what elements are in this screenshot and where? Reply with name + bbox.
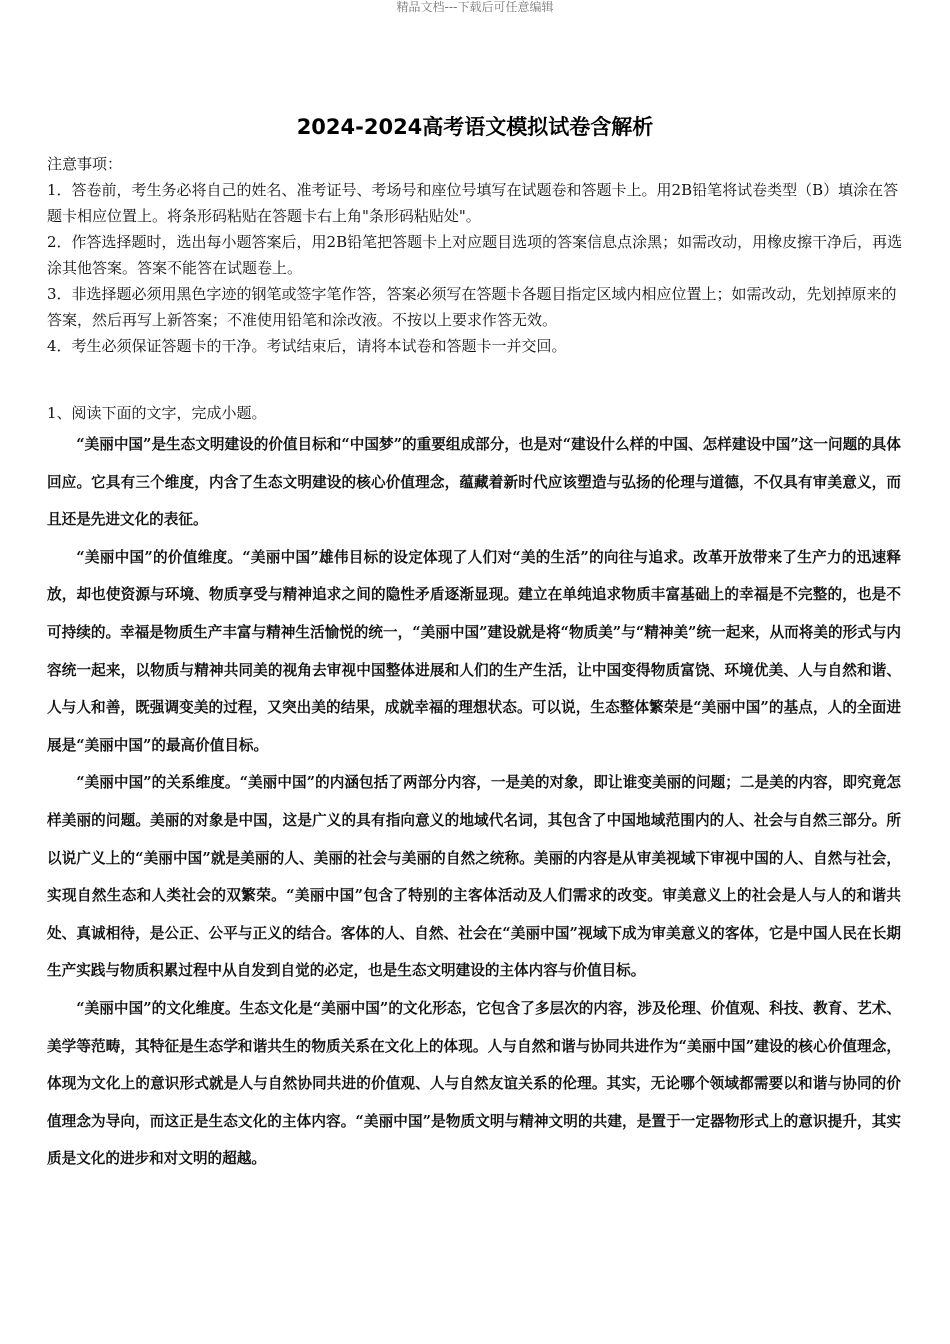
passage-paragraph-3: “美丽中国”的关系维度。“美丽中国”的内涵包括了两部分内容，一是美的对象，即让谁变美丽的问题；二是美的内容，即究竟怎样美丽的问题。美丽的对象是中国，这是广义的具有指向意义的地域代名词，其包含了中国地域范围内的人、社会与自然三部分。所以说广义上的“美丽中国”就是美丽的人、美丽的社会与美丽的自然之统称。美丽的内容是从审美视域下审视中国的人、自然与社会，实现自然生态和人类社会的双繁荣。“美丽中国”包含了特别的主客体活动及人们需求的改变。审美意义上的社会是人与人的和谐共处、真诚相待，是公正、公平与正义的结合。客体的人、自然、社会在“美丽中国”视域下成为审美意义的客体，它是中国人民在长期生产实践与物质积累过程中从自发到自觉的必定，也是生态文明建设的主体内容与价值目标。 xyxy=(47,774,901,980)
notice-item-1: 1．答卷前，考生务必将自己的姓名、准考证号、考场号和座位号填写在试题卷和答题卡上。用2B铅笔将试卷类型（B）填涂在答题卡相应位置上。将条形码粘贴在答题卡右上角"条形码粘贴处"。 xyxy=(47,181,899,225)
notice-item-3: 3．非选择题必须用黑色字迹的钢笔或签字笔作答，答案必须写在答题卡各题目指定区域内相应位置上；如需改动，先划掉原来的答案，然后再写上新答案；不准使用铅笔和涂改液。不按以上要求作答无效。 xyxy=(47,285,897,329)
notice-item-2: 2．作答选择题时，选出每小题答案后，用2B铅笔把答题卡上对应题目选项的答案信息点涂黑；如需改动，用橡皮擦干净后，再选涂其他答案。答案不能答在试题卷上。 xyxy=(47,233,903,277)
notices-section xyxy=(47,151,905,359)
question-intro: 1、阅读下面的文字，完成小题。 xyxy=(47,404,267,422)
notices-heading: 注意事项： xyxy=(47,155,123,173)
reading-passage xyxy=(47,426,901,1178)
notice-item-4: 4．考生必须保证答题卡的干净。考试结束后，请将本试卷和答题卡一并交回。 xyxy=(47,337,567,355)
passage-paragraph-2: “美丽中国”的价值维度。“美丽中国”雄伟目标的设定体现了人们对“美的生活”的向往与追求。改革开放带来了生产力的迅速释放，却也使资源与环境、物质享受与精神追求之间的隐性矛盾逐渐显现。建立在单纯追求物质丰富基础上的幸福是不完整的，也是不可持续的。幸福是物质生产丰富与精神生活愉悦的统一，“美丽中国”建设就是将“物质美”与“精神美”统一起来，从而将美的形式与内容统一起来，以物质与精神共同美的视角去审视中国整体进展和人们的生产生活，让中国变得物质富饶、环境优美、人与自然和谐、人与人和善，既强调变美的过程，又突出美的结果，成就幸福的理想状态。可以说，生态整体繁荣是“美丽中国”的基点，人的全面进展是“美丽中国”的最高价值目标。 xyxy=(47,548,901,754)
page-header-note: 精品文档---下载后可任意编辑 xyxy=(396,0,554,14)
document-title: 2024-2024高考语文模拟试卷含解析 xyxy=(296,115,654,139)
passage-paragraph-4: “美丽中国”的文化维度。生态文化是“美丽中国”的文化形态，它包含了多层次的内容，涉及伦理、价值观、科技、教育、艺术、美学等范畴，其特征是生态学和谐共生的物质关系在文化上的体现。人与自然和谐与协同共进作为“美丽中国”建设的核心价值理念，体现为文化上的意识形式就是人与自然协同共进的价值观、人与自然友谊关系的伦理。其实，无论哪个领域都需要以和谐与协同的价值理念为导向，而这正是生态文化的主体内容。“美丽中国”是物质文明与精神文明的共建，是置于一定器物形式上的意识提升，其实质是文化的进步和对文明的超越。 xyxy=(47,999,901,1168)
passage-paragraph-1: “美丽中国”是生态文明建设的价值目标和“中国梦”的重要组成部分，也是对“建设什么样的中国、怎样建设中国”这一问题的具体回应。它具有三个维度，内含了生态文明建设的核心价值理念，蕴藏着新时代应该塑造与弘扬的伦理与道德，不仅具有审美意义，而且还是先进文化的表征。 xyxy=(47,436,901,529)
